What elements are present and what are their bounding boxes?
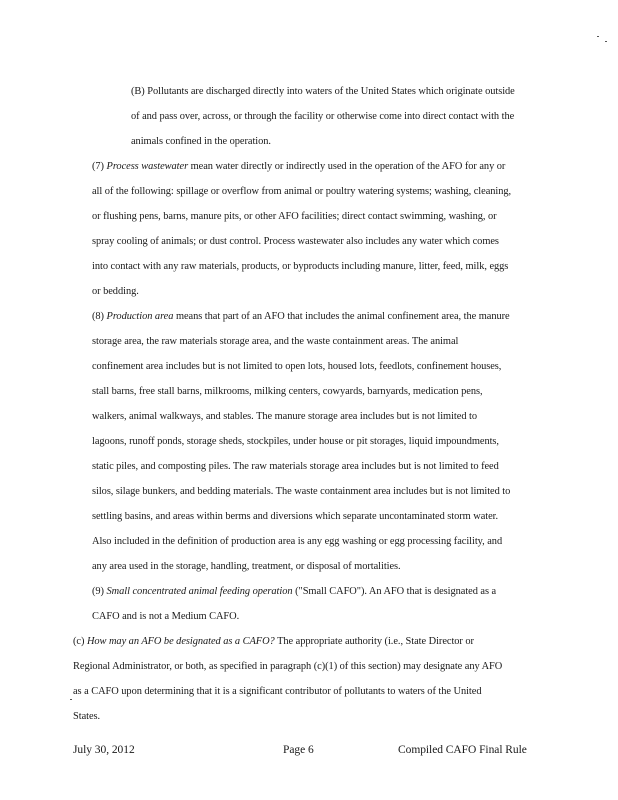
text-line: States.: [73, 711, 101, 722]
text-line: storage area, the raw materials storage area, and the waste containment areas. The animal: [92, 336, 459, 347]
scan-mark: [597, 36, 599, 37]
text-line: confinement area includes but is not limited to open lots, housed lots, feedlots, confinement houses,: [92, 361, 502, 372]
definition-production-area: (8) Production area means that part of an AFO that includes the animal confinement area, the manure: [92, 311, 510, 322]
scan-mark: [605, 41, 607, 42]
section-c-designation: (c) How may an AFO be designated as a CAFO? The appropriate authority (i.e., State Director or: [73, 636, 474, 647]
text-line: settling basins, and areas within berms and diversions which separate uncontaminated storm water.: [92, 511, 499, 522]
definition-process-wastewater: (7) Process wastewater mean water directly or indirectly used in the operation of the AFO for any or: [92, 161, 506, 172]
footer-date: July 30, 2012: [73, 744, 135, 756]
text-line: lagoons, runoff ponds, storage sheds, stockpiles, under house or pit storages, liquid impoundments,: [92, 436, 499, 447]
text-line: stall barns, free stall barns, milkrooms, milking centers, cowyards, barnyards, medication pens,: [92, 386, 483, 397]
scan-mark: [70, 699, 72, 700]
text-line: Also included in the definition of production area is any egg washing or egg processing facility, and: [92, 536, 503, 547]
footer-page-number: Page 6: [283, 744, 314, 756]
heading-designation-question: How may an AFO be designated as a CAFO?: [86, 636, 275, 647]
text-line: walkers, animal walkways, and stables. The manure storage area includes but is not limited to: [92, 411, 477, 422]
term-small-cafo: Small concentrated animal feeding operation: [106, 586, 293, 597]
footer-document-title: Compiled CAFO Final Rule: [398, 744, 527, 756]
text-line: or flushing pens, barns, manure pits, or other AFO facilities; direct contact swimming, washing, or: [92, 211, 497, 222]
text-line: any area used in the storage, handling, treatment, or disposal of mortalities.: [92, 561, 401, 572]
text-line: as a CAFO upon determining that it is a significant contributor of pollutants to waters of the United: [73, 686, 482, 697]
text-line: silos, silage bunkers, and bedding materials. The waste containment area includes but is not limited to: [92, 486, 511, 497]
text-line: into contact with any raw materials, products, or byproducts including manure, litter, feed, milk, eggs: [92, 261, 509, 272]
text-line: animals confined in the operation.: [131, 136, 271, 147]
term-production-area: Production area: [106, 311, 174, 322]
text-line: static piles, and composting piles. The raw materials storage area includes but is not limited to feed: [92, 461, 499, 472]
definition-small-cafo: (9) Small concentrated animal feeding operation ("Small CAFO"). An AFO that is designated as a: [92, 586, 497, 597]
text-line: spray cooling of animals; or dust control. Process wastewater also includes any water which comes: [92, 236, 499, 247]
text-line: of and pass over, across, or through the facility or otherwise come into direct contact with the: [131, 111, 515, 122]
text-line: CAFO and is not a Medium CAFO.: [92, 611, 240, 622]
text-line: all of the following: spillage or overflow from animal or poultry watering systems; washing, cleaning,: [92, 186, 512, 197]
text-line: or bedding.: [92, 286, 139, 297]
text-line: (B) Pollutants are discharged directly into waters of the United States which originate outside: [131, 86, 515, 97]
text-line: Regional Administrator, or both, as specified in paragraph (c)(1) of this section) may designate any AFO: [73, 661, 503, 672]
term-process-wastewater: Process wastewater: [106, 161, 189, 172]
